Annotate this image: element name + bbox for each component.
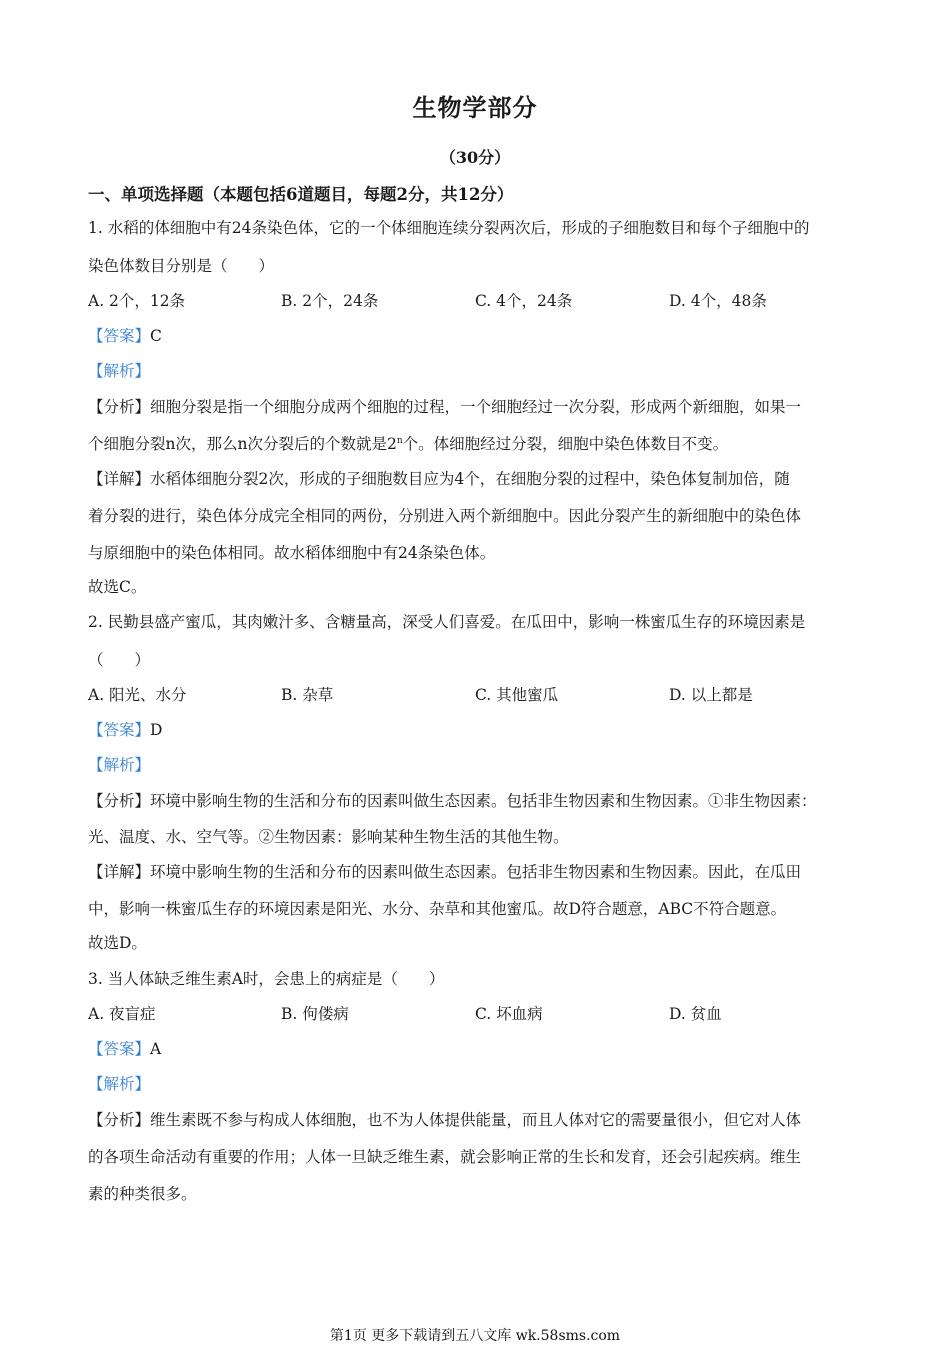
q1-analysis-line2 xyxy=(88,433,863,455)
answer-tag: 【答案】 xyxy=(88,721,151,739)
analysis-text: 环境中影响生物的生活和分布的因素叫做生态因素。包括非生物因素和生物因素。①非生物因素： xyxy=(150,792,817,810)
answer-tag: 【答案】 xyxy=(88,327,151,345)
q3-stem-line1: 3. 当人体缺乏维生素A时，会患上的病症是（ ） xyxy=(88,970,445,988)
q1-conclusion: 故选C。 xyxy=(88,578,147,596)
q3-jiexi-tag: 【解析】 xyxy=(88,1075,151,1093)
q1-answer xyxy=(88,325,863,347)
q1-stem-line2: 染色体数目分别是（ ） xyxy=(88,257,275,275)
q1-option-b: B. 2个，24条 xyxy=(281,292,379,310)
q1-analysis-line1 xyxy=(88,396,863,418)
analysis-tag: 【分析】 xyxy=(88,398,151,416)
answer-value: A xyxy=(150,1040,162,1058)
q1-detail-line2: 着分裂的进行，染色体分成完全相同的两份，分别进入两个新细胞中。因此分裂产生的新细胞中的染色体 xyxy=(88,507,802,525)
section-heading: 一、单项选择题（本题包括6道题目，每题2分，共12分） xyxy=(88,185,514,204)
answer-tag: 【答案】 xyxy=(88,1040,151,1058)
q1-detail-line3: 与原细胞中的染色体相同。故水稻体细胞中有24条染色体。 xyxy=(88,544,496,562)
q1-stem-line1: 1. 水稻的体细胞中有24条染色体，它的一个体细胞连续分裂两次后，形成的子细胞数目和每个子细胞中的 xyxy=(88,219,810,237)
section-score: （30分） xyxy=(439,148,511,167)
answer-value: C xyxy=(150,327,162,345)
q3-option-d: D. 贫血 xyxy=(669,1005,722,1023)
analysis-text: 维生素既不参与构成人体细胞，也不为人体提供能量，而且人体对它的需要量很小，但它对人体 xyxy=(150,1111,802,1129)
detail-tag: 【详解】 xyxy=(88,470,151,488)
q3-answer xyxy=(88,1038,863,1060)
exponent-n: n xyxy=(396,435,403,446)
q2-analysis-line1 xyxy=(88,790,863,812)
q2-detail-line2: 中，影响一株蜜瓜生存的环境因素是阳光、水分、杂草和其他蜜瓜。故D符合题意，ABC不符合题意。 xyxy=(88,900,787,918)
q2-analysis-line2: 光、温度、水、空气等。②生物因素：影响某种生物生活的其他生物。 xyxy=(88,828,569,846)
q2-stem-line1: 2. 民勤县盛产蜜瓜，其肉嫩汁多、含糖量高，深受人们喜爱。在瓜田中，影响一株蜜瓜生存的环境因素是 xyxy=(88,613,806,631)
page-title: 生物学部分 xyxy=(412,93,538,122)
q2-option-c: C. 其他蜜瓜 xyxy=(475,686,559,704)
analysis-tag: 【分析】 xyxy=(88,1111,151,1129)
q3-option-c: C. 坏血病 xyxy=(475,1005,543,1023)
q1-jiexi-tag: 【解析】 xyxy=(88,362,151,380)
detail-text: 环境中影响生物的生活和分布的因素叫做生态因素。包括非生物因素和生物因素。因此，在瓜田 xyxy=(150,863,802,881)
q2-option-d: D. 以上都是 xyxy=(669,686,753,704)
q2-answer xyxy=(88,719,863,741)
q2-detail-line1 xyxy=(88,861,863,883)
q2-jiexi-tag: 【解析】 xyxy=(88,756,151,774)
q3-option-b: B. 佝偻病 xyxy=(281,1005,349,1023)
q1-detail-line1 xyxy=(88,468,863,490)
analysis-text: 细胞分裂是指一个细胞分成两个细胞的过程，一个细胞经过一次分裂，形成两个新细胞，如果一 xyxy=(150,398,802,416)
q2-option-a: A. 阳光、水分 xyxy=(88,686,187,704)
q2-conclusion: 故选D。 xyxy=(88,934,147,952)
q2-stem-line2: （ ） xyxy=(88,651,151,669)
q1-option-d: D. 4个，48条 xyxy=(669,292,767,310)
q3-analysis-line3: 素的种类很多。 xyxy=(88,1185,197,1203)
q1-option-c: C. 4个，24条 xyxy=(475,292,573,310)
analysis-tag: 【分析】 xyxy=(88,792,151,810)
q3-option-a: A. 夜盲症 xyxy=(88,1005,156,1023)
answer-value: D xyxy=(150,721,163,739)
detail-text: 水稻体细胞分裂2次，形成的子细胞数目应为4个，在细胞分裂的过程中，染色体复制加倍，随 xyxy=(150,470,790,488)
analysis-text: 个。体细胞经过分裂，细胞中染色体数目不变。 xyxy=(402,435,729,453)
q2-option-b: B. 杂草 xyxy=(281,686,334,704)
q3-analysis-line1 xyxy=(88,1109,863,1131)
q1-option-a: A. 2个，12条 xyxy=(88,292,186,310)
analysis-text: 个细胞分裂n次，那么n次分裂后的个数就是2 xyxy=(88,435,397,453)
page-footer: 第1页 更多下载请到五八文库 wk.58sms.com xyxy=(329,1328,621,1344)
detail-tag: 【详解】 xyxy=(88,863,151,881)
q3-analysis-line2: 的各项生命活动有重要的作用；人体一旦缺乏维生素，就会影响正常的生长和发育，还会引起疾病。维生 xyxy=(88,1148,802,1166)
